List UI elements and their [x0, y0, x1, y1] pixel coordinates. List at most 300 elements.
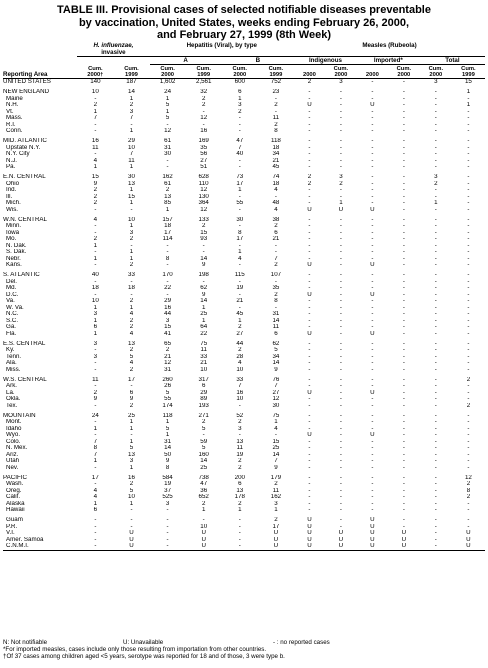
- value-cell: -: [371, 396, 374, 402]
- value-cell: -: [308, 285, 311, 291]
- value-cell: -: [274, 242, 277, 249]
- reporting-area-cell: MOUNTAIN: [3, 412, 36, 419]
- value-cell: 21: [200, 360, 208, 366]
- value-cell: 7: [93, 115, 98, 121]
- value-cell: 27: [272, 389, 280, 396]
- value-cell: 55: [236, 200, 244, 206]
- value-cell: 10: [200, 366, 208, 373]
- header-year-2000: 2000: [233, 71, 247, 78]
- reporting-area-cell: Ala.: [6, 360, 17, 366]
- value-cell: 110: [198, 180, 209, 187]
- value-cell: 18: [272, 180, 280, 187]
- value-cell: 73: [236, 174, 244, 180]
- value-cell: -: [402, 236, 405, 242]
- value-cell: -: [402, 174, 405, 180]
- value-cell: -: [94, 366, 97, 373]
- value-cell: -: [339, 324, 342, 330]
- value-cell: 2: [165, 187, 170, 193]
- value-cell: -: [94, 223, 97, 229]
- value-cell: 12: [200, 206, 208, 213]
- value-cell: -: [434, 95, 437, 102]
- reporting-area-cell: W.S. CENTRAL: [3, 376, 47, 383]
- header-year-1999: 1999: [269, 71, 283, 78]
- value-cell: -: [371, 187, 374, 193]
- value-cell: 5: [165, 389, 170, 396]
- value-cell: 1: [466, 89, 471, 95]
- footnote-n: N: Not notifiable: [3, 639, 48, 646]
- value-cell: -: [434, 278, 437, 285]
- table-body: [3, 79, 485, 551]
- value-cell: -: [371, 304, 374, 311]
- value-cell: 1: [129, 419, 134, 425]
- reporting-area-cell: Tenn.: [6, 353, 22, 360]
- value-cell: 3: [434, 174, 438, 180]
- value-cell: U: [466, 530, 471, 536]
- value-cell: -: [238, 193, 241, 200]
- value-cell: 5: [201, 445, 206, 451]
- value-cell: -: [308, 108, 311, 115]
- value-cell: 16: [164, 304, 172, 311]
- value-cell: 130: [198, 193, 209, 200]
- value-cell: 10: [91, 298, 99, 304]
- value-cell: -: [94, 536, 97, 543]
- reporting-area-cell: Iowa: [6, 229, 20, 236]
- value-cell: -: [434, 144, 437, 151]
- reporting-area-cell: Fla.: [6, 330, 17, 337]
- value-cell: 44: [236, 340, 244, 347]
- value-cell: 18: [91, 285, 99, 291]
- value-cell: 7: [129, 151, 134, 157]
- value-cell: 26: [164, 383, 172, 389]
- value-cell: -: [308, 304, 311, 311]
- value-cell: 198: [198, 272, 209, 278]
- value-cell: -: [308, 500, 311, 507]
- value-cell: 3: [238, 425, 242, 432]
- header-hinf: [77, 42, 149, 57]
- value-cell: -: [339, 255, 342, 262]
- value-cell: -: [434, 474, 437, 481]
- value-cell: 1: [201, 304, 206, 311]
- value-cell: -: [402, 445, 405, 451]
- value-cell: -: [434, 187, 437, 193]
- reporting-area-cell: MID. ATLANTIC: [3, 138, 47, 144]
- value-cell: 1: [93, 255, 98, 262]
- value-cell: -: [371, 108, 374, 115]
- value-cell: -: [371, 376, 374, 383]
- value-cell: -: [467, 187, 470, 193]
- value-cell: -: [402, 255, 405, 262]
- value-cell: 2: [93, 389, 98, 396]
- value-cell: 174: [162, 402, 173, 409]
- value-cell: -: [308, 412, 311, 419]
- reporting-area-cell: Oreg.: [6, 487, 22, 494]
- value-cell: 2: [93, 236, 98, 242]
- value-cell: 1,602: [159, 78, 176, 85]
- value-cell: -: [402, 517, 405, 523]
- value-cell: -: [166, 291, 169, 298]
- value-cell: -: [371, 157, 374, 164]
- value-cell: 51: [200, 164, 208, 170]
- value-cell: -: [467, 144, 470, 151]
- value-cell: -: [402, 317, 405, 324]
- value-cell: -: [94, 249, 97, 255]
- value-cell: -: [339, 330, 342, 337]
- reporting-area-cell: Md.: [6, 285, 17, 291]
- value-cell: 2: [93, 193, 98, 200]
- value-cell: -: [339, 304, 342, 311]
- value-cell: -: [371, 223, 374, 229]
- value-cell: -: [434, 500, 437, 507]
- value-cell: -: [371, 474, 374, 481]
- value-cell: -: [339, 236, 342, 242]
- header-blank: [3, 42, 77, 57]
- value-cell: 160: [198, 451, 209, 458]
- reporting-area-cell: Ky.: [6, 347, 15, 353]
- reporting-area-cell: Mich.: [6, 200, 21, 206]
- value-cell: -: [402, 360, 405, 366]
- reporting-area-cell: Ohio: [6, 180, 20, 187]
- title-line-1: TABLE III. Provisional cases of selected notifiable diseases preventable: [57, 4, 431, 16]
- value-cell: -: [339, 317, 342, 324]
- value-cell: 21: [164, 353, 172, 360]
- value-cell: 7: [93, 438, 98, 445]
- value-cell: -: [371, 507, 374, 513]
- value-cell: -: [308, 249, 311, 255]
- header-total-cum2000: [420, 65, 452, 79]
- value-cell: 2: [238, 108, 242, 115]
- header-hepa-cum1999: [186, 65, 222, 79]
- value-cell: 2: [201, 500, 206, 507]
- value-cell: -: [238, 523, 241, 530]
- value-cell: -: [274, 193, 277, 200]
- value-cell: -: [420, 543, 452, 550]
- value-cell: -: [434, 464, 437, 471]
- value-cell: 187: [126, 78, 137, 85]
- value-cell: -: [339, 285, 342, 291]
- value-cell: -: [94, 278, 97, 285]
- value-cell: 107: [270, 272, 282, 278]
- value-cell: 2: [466, 481, 471, 487]
- value-cell: 118: [270, 138, 281, 144]
- reporting-area-cell: Kans.: [6, 262, 22, 268]
- value-cell: 17: [91, 474, 99, 481]
- value-cell: -: [339, 432, 342, 438]
- value-cell: 8: [466, 487, 471, 494]
- value-cell: -: [467, 272, 470, 278]
- value-cell: -: [434, 249, 437, 255]
- value-cell: 3: [274, 500, 278, 507]
- value-cell: 14: [272, 360, 280, 366]
- value-cell: 2: [201, 102, 206, 108]
- value-cell: 13: [236, 487, 244, 494]
- value-cell: -: [467, 425, 470, 432]
- value-cell: -: [339, 402, 342, 409]
- value-cell: 30: [128, 174, 135, 180]
- value-cell: 13: [128, 451, 135, 458]
- value-cell: -: [434, 536, 437, 543]
- value-cell: U: [388, 543, 420, 550]
- value-cell: 6: [238, 89, 242, 95]
- value-cell: 2: [307, 174, 312, 180]
- value-cell: 2: [307, 180, 312, 187]
- reporting-area-cell: Ga.: [6, 324, 16, 330]
- value-cell: U: [307, 530, 312, 536]
- value-cell: -: [402, 402, 405, 409]
- value-cell: 6: [93, 507, 98, 513]
- value-cell: -: [308, 255, 311, 262]
- value-cell: -: [402, 494, 405, 500]
- value-cell: -: [308, 402, 311, 409]
- value-cell: 2: [274, 262, 278, 268]
- reporting-area-cell: Upstate N.Y.: [6, 144, 41, 151]
- value-cell: 4: [274, 187, 278, 193]
- header-year-2000-dagger: 2000†: [87, 71, 104, 78]
- value-cell: -: [339, 144, 342, 151]
- value-cell: -: [467, 458, 470, 464]
- value-cell: -: [308, 138, 311, 144]
- value-cell: -: [308, 419, 311, 425]
- value-cell: -: [274, 432, 277, 438]
- value-cell: 17: [236, 236, 244, 242]
- value-cell: 1: [165, 95, 170, 102]
- value-cell: 30: [272, 402, 280, 409]
- value-cell: -: [308, 366, 311, 373]
- value-cell: -: [467, 445, 470, 451]
- value-cell: -: [434, 285, 437, 291]
- value-cell: -: [434, 376, 437, 383]
- value-cell: -: [434, 115, 437, 121]
- value-cell: 364: [198, 200, 209, 206]
- value-cell: 1: [129, 164, 134, 170]
- value-cell: -: [402, 229, 405, 236]
- value-cell: 1: [93, 330, 98, 337]
- value-cell: 31: [164, 438, 172, 445]
- value-cell: -: [434, 507, 437, 513]
- value-cell: 5: [129, 445, 134, 451]
- value-cell: -: [371, 236, 374, 242]
- value-cell: -: [434, 517, 437, 523]
- value-cell: 2: [93, 200, 98, 206]
- value-cell: -: [339, 438, 342, 445]
- value-cell: -: [308, 223, 311, 229]
- value-cell: 75: [272, 412, 280, 419]
- value-cell: -: [339, 89, 342, 95]
- header-hinf-spacer: [77, 57, 149, 65]
- value-cell: 1: [129, 500, 134, 507]
- value-cell: 11: [200, 347, 207, 353]
- value-cell: -: [434, 324, 437, 330]
- value-cell: -: [371, 95, 374, 102]
- header-hinf-cum1999: [113, 65, 149, 79]
- value-cell: 1: [129, 255, 134, 262]
- value-cell: -: [308, 376, 311, 383]
- value-cell: U: [307, 262, 312, 268]
- value-cell: 56: [200, 151, 208, 157]
- value-cell: 15: [164, 324, 172, 330]
- value-cell: 1: [339, 200, 343, 206]
- value-cell: U: [273, 530, 279, 536]
- value-cell: -: [467, 193, 470, 200]
- value-cell: -: [308, 229, 311, 236]
- value-cell: -: [308, 278, 311, 285]
- value-cell: 29: [200, 389, 208, 396]
- value-cell: 17: [164, 229, 172, 236]
- header-cum-label: Cum.: [268, 65, 284, 72]
- value-cell: -: [339, 396, 342, 402]
- value-cell: -: [339, 278, 342, 285]
- value-cell: -: [467, 278, 470, 285]
- value-cell: -: [402, 285, 405, 291]
- value-cell: -: [402, 216, 405, 223]
- value-cell: -: [371, 78, 374, 85]
- header-cum-label: Cum.: [428, 65, 444, 72]
- value-cell: -: [467, 311, 470, 317]
- value-cell: 11: [128, 157, 135, 164]
- value-cell: -: [467, 507, 470, 513]
- value-cell: -: [339, 223, 342, 229]
- value-cell: -: [434, 121, 437, 128]
- value-cell: -: [238, 128, 241, 134]
- value-cell: -: [402, 278, 405, 285]
- value-cell: -: [402, 507, 405, 513]
- value-cell: -: [371, 419, 374, 425]
- value-cell: 34: [272, 151, 280, 157]
- header-hepb-cum1999: [258, 65, 294, 79]
- reporting-area-cell: Mo.: [6, 236, 17, 242]
- value-cell: -: [434, 304, 437, 311]
- reporting-area-cell: Vt.: [6, 108, 14, 115]
- value-cell: 45: [272, 164, 280, 170]
- value-cell: 6: [129, 389, 134, 396]
- value-cell: U: [325, 543, 357, 550]
- value-cell: 33: [200, 353, 208, 360]
- value-cell: 8: [165, 464, 170, 471]
- value-cell: -: [402, 376, 405, 383]
- value-cell: 2: [129, 236, 134, 242]
- value-cell: 5: [165, 115, 170, 121]
- value-cell: -: [434, 291, 437, 298]
- value-cell: -: [467, 412, 470, 419]
- value-cell: 2: [238, 464, 242, 471]
- value-cell: -: [402, 383, 405, 389]
- value-cell: 1: [93, 458, 98, 464]
- value-cell: 4: [238, 360, 242, 366]
- value-cell: -: [467, 432, 470, 438]
- title-line-2: by vaccination, United States, weeks ending February 26, 2000,: [78, 16, 410, 29]
- reporting-area-cell: P.R.: [6, 523, 18, 530]
- value-cell: -: [434, 438, 437, 445]
- value-cell: 9: [93, 180, 98, 187]
- value-cell: U: [307, 523, 312, 530]
- value-cell: 7: [238, 383, 242, 389]
- value-cell: 10: [91, 89, 99, 95]
- value-cell: -: [94, 229, 97, 236]
- value-cell: -: [274, 249, 277, 255]
- value-cell: 271: [198, 412, 209, 419]
- reporting-area-cell: N. Dak.: [6, 242, 27, 249]
- value-cell: -: [371, 193, 374, 200]
- value-cell: 8: [93, 445, 98, 451]
- value-cell: 22: [164, 285, 172, 291]
- value-cell: 11: [92, 376, 99, 383]
- value-cell: U: [129, 536, 134, 543]
- value-cell: 25: [272, 445, 280, 451]
- reporting-area-cell: PACIFIC: [3, 474, 27, 481]
- value-cell: -: [339, 360, 342, 366]
- value-cell: 7: [93, 451, 98, 458]
- reporting-area-cell: Ind.: [6, 187, 17, 193]
- value-cell: -: [94, 128, 97, 134]
- value-cell: -: [467, 347, 470, 353]
- value-cell: 7: [274, 383, 278, 389]
- value-cell: U: [370, 262, 375, 268]
- header-hepatitis: Hepatitis (Viral), by type: [150, 42, 294, 57]
- value-cell: 29: [128, 138, 135, 144]
- value-cell: U: [370, 517, 375, 523]
- value-cell: 3: [434, 78, 438, 85]
- value-cell: 4: [274, 425, 278, 432]
- value-cell: -: [434, 432, 437, 438]
- value-cell: -: [402, 262, 405, 268]
- value-cell: -: [94, 262, 97, 268]
- value-cell: -: [434, 340, 437, 347]
- value-cell: 2: [238, 500, 242, 507]
- header-cum-label: Cum.: [88, 65, 103, 72]
- value-cell: 19: [164, 481, 172, 487]
- value-cell: -: [371, 494, 374, 500]
- value-cell: 2: [238, 324, 242, 330]
- value-cell: -: [371, 402, 374, 409]
- value-cell: U: [370, 330, 375, 337]
- value-cell: U: [338, 536, 344, 543]
- value-cell: -: [238, 530, 241, 536]
- value-cell: -: [308, 187, 311, 193]
- value-cell: -: [467, 249, 470, 255]
- reporting-area-cell: Mass.: [6, 115, 23, 121]
- value-cell: -: [202, 121, 205, 128]
- value-cell: -: [339, 353, 342, 360]
- value-cell: -: [371, 242, 374, 249]
- value-cell: 15: [464, 78, 472, 85]
- value-cell: -: [467, 366, 470, 373]
- header-measles: Measles (Rubeola): [294, 42, 485, 57]
- value-cell: U: [452, 543, 485, 550]
- value-cell: -: [402, 95, 405, 102]
- value-cell: -: [308, 95, 311, 102]
- reporting-area-cell: Pa.: [6, 164, 16, 170]
- value-cell: -: [371, 278, 374, 285]
- value-cell: -: [402, 451, 405, 458]
- value-cell: 1: [129, 95, 134, 102]
- value-cell: U: [294, 543, 325, 550]
- value-cell: -: [339, 366, 342, 373]
- value-cell: 1: [238, 187, 242, 193]
- value-cell: 32: [200, 89, 208, 95]
- value-cell: 1: [93, 304, 98, 311]
- value-cell: -: [308, 487, 311, 494]
- value-cell: -: [371, 340, 374, 347]
- value-cell: 17: [128, 376, 135, 383]
- value-cell: -: [467, 108, 470, 115]
- header-hep-a: A: [150, 57, 222, 65]
- value-cell: 15: [128, 193, 135, 200]
- value-cell: 2: [307, 78, 312, 85]
- value-cell: -: [339, 157, 342, 164]
- value-cell: 1: [274, 419, 278, 425]
- value-cell: -: [402, 487, 405, 494]
- value-cell: -: [202, 108, 205, 115]
- value-cell: 2: [129, 298, 134, 304]
